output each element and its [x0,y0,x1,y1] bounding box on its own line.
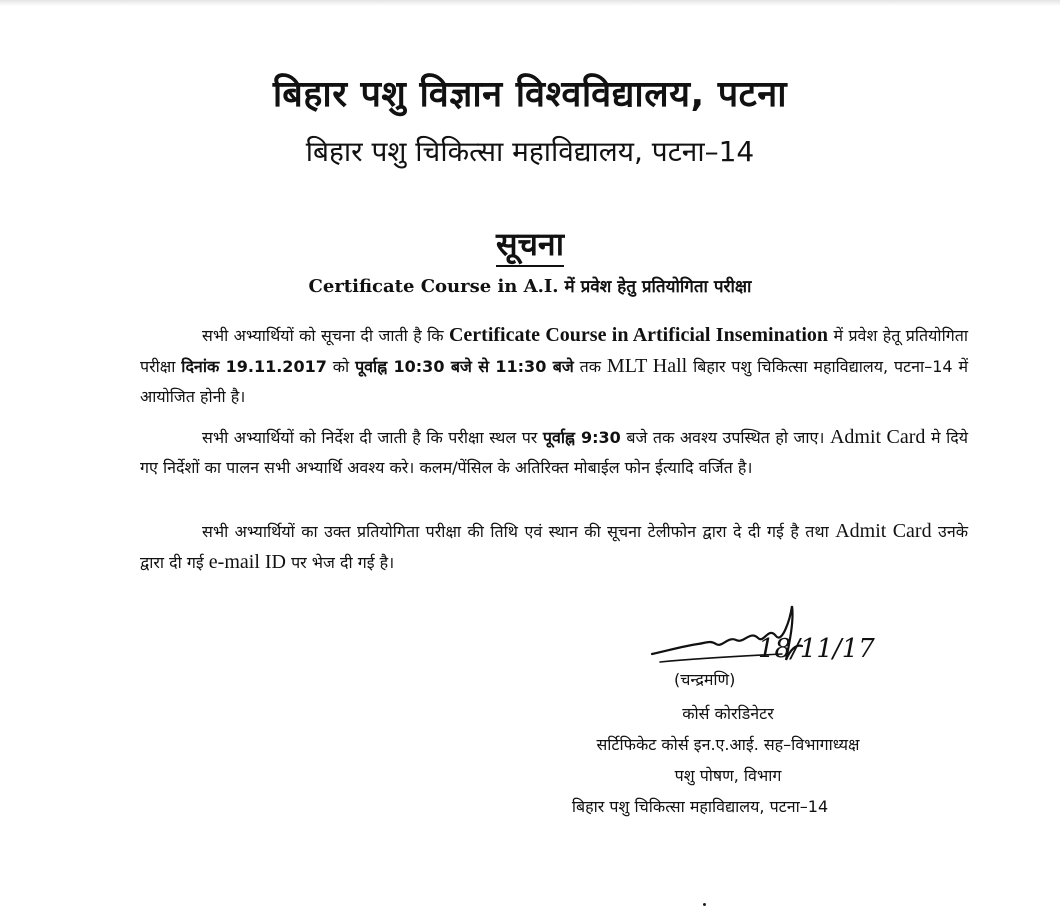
p3-admit-card: Admit Card [835,520,932,542]
p1-exam-date: दिनांक 19.11.2017 [181,357,327,376]
p1-text-7: तक [573,357,607,376]
notice-title-text: सूचना [496,225,564,267]
p2-text-3: बजे तक अवश्य उपस्थित हो जाए। [620,428,830,447]
handwritten-date: 18/11/17 [758,634,875,664]
signatory-department: पशु पोषण, विभाग [674,766,782,785]
paragraph-exam-schedule [140,320,968,412]
p3-text-3: उनके द्वारा दी गई [140,522,968,572]
signatory-name: (चन्द्रमणि) [674,670,736,689]
p3-text-5: पर भेज दी गई है। [285,553,395,572]
signatory-college: बिहार पशु चिकित्सा महाविद्यालय, पटना–14 [571,797,829,816]
scan-speck [703,903,706,906]
signatory-designation: कोर्स कोरडिनेटर [682,704,774,723]
p3-text-1: सभी अभ्यार्थियों का उक्त प्रतियोगिता परीक्षा की तिथि एवं स्थान की सूचना टेलीफोन द्वारा दे दी गई है तथा [202,522,836,541]
paragraph-communication [140,516,968,578]
scan-edge [0,0,1060,6]
p2-admit-card: Admit Card [829,426,926,448]
p1-text-3: में प्रवेश हेतू प्रतियोगिता परीक्षा [140,326,968,376]
paragraph-instructions [140,422,968,483]
university-heading: बिहार पशु विज्ञान विश्वविद्यालय, पटना [272,74,788,115]
signatory-role: सर्टिफिकेट कोर्स इन.ए.आई. सह–विभागाध्यक्ष [596,735,860,754]
notice-subtitle [0,274,1060,297]
p3-email-id: e-mail ID [208,551,286,573]
p2-text-5: मे दिये गए निर्देशों का पालन सभी अभ्यार्थि अवश्य करे। कलम/पेंसिल के अतिरिक्त मोबाईल फोन ईत्यादि वर्जित है। [140,428,968,477]
p1-text-5: को [326,357,356,376]
subtitle-hindi: में प्रवेश हेतु प्रतियोगिता परीक्षा [564,277,752,297]
p1-venue: MLT Hall [606,355,688,377]
college-heading: बिहार पशु चिकित्सा महाविद्यालय, पटना–14 [305,135,755,168]
p1-exam-time: पूर्वाह्न 10:30 बजे से 11:30 बजे [355,357,574,376]
p1-text-1: सभी अभ्यार्थियों को सूचना दी जाती है कि [202,326,449,345]
p1-text-9: बिहार पशु चिकित्सा महाविद्यालय, पटना–14 में आयोजित होनी है। [140,357,969,406]
p2-reporting-time: पूर्वाह्न 9:30 [542,428,621,447]
p1-course-name: Certificate Course in Artificial Insemination [448,324,829,346]
p2-text-1: सभी अभ्यार्थियों को निर्देश दी जाती है कि परीक्षा स्थल पर [202,428,543,447]
subtitle-course: Certificate Course in A.I. [308,276,559,297]
notice-title [0,222,1060,265]
